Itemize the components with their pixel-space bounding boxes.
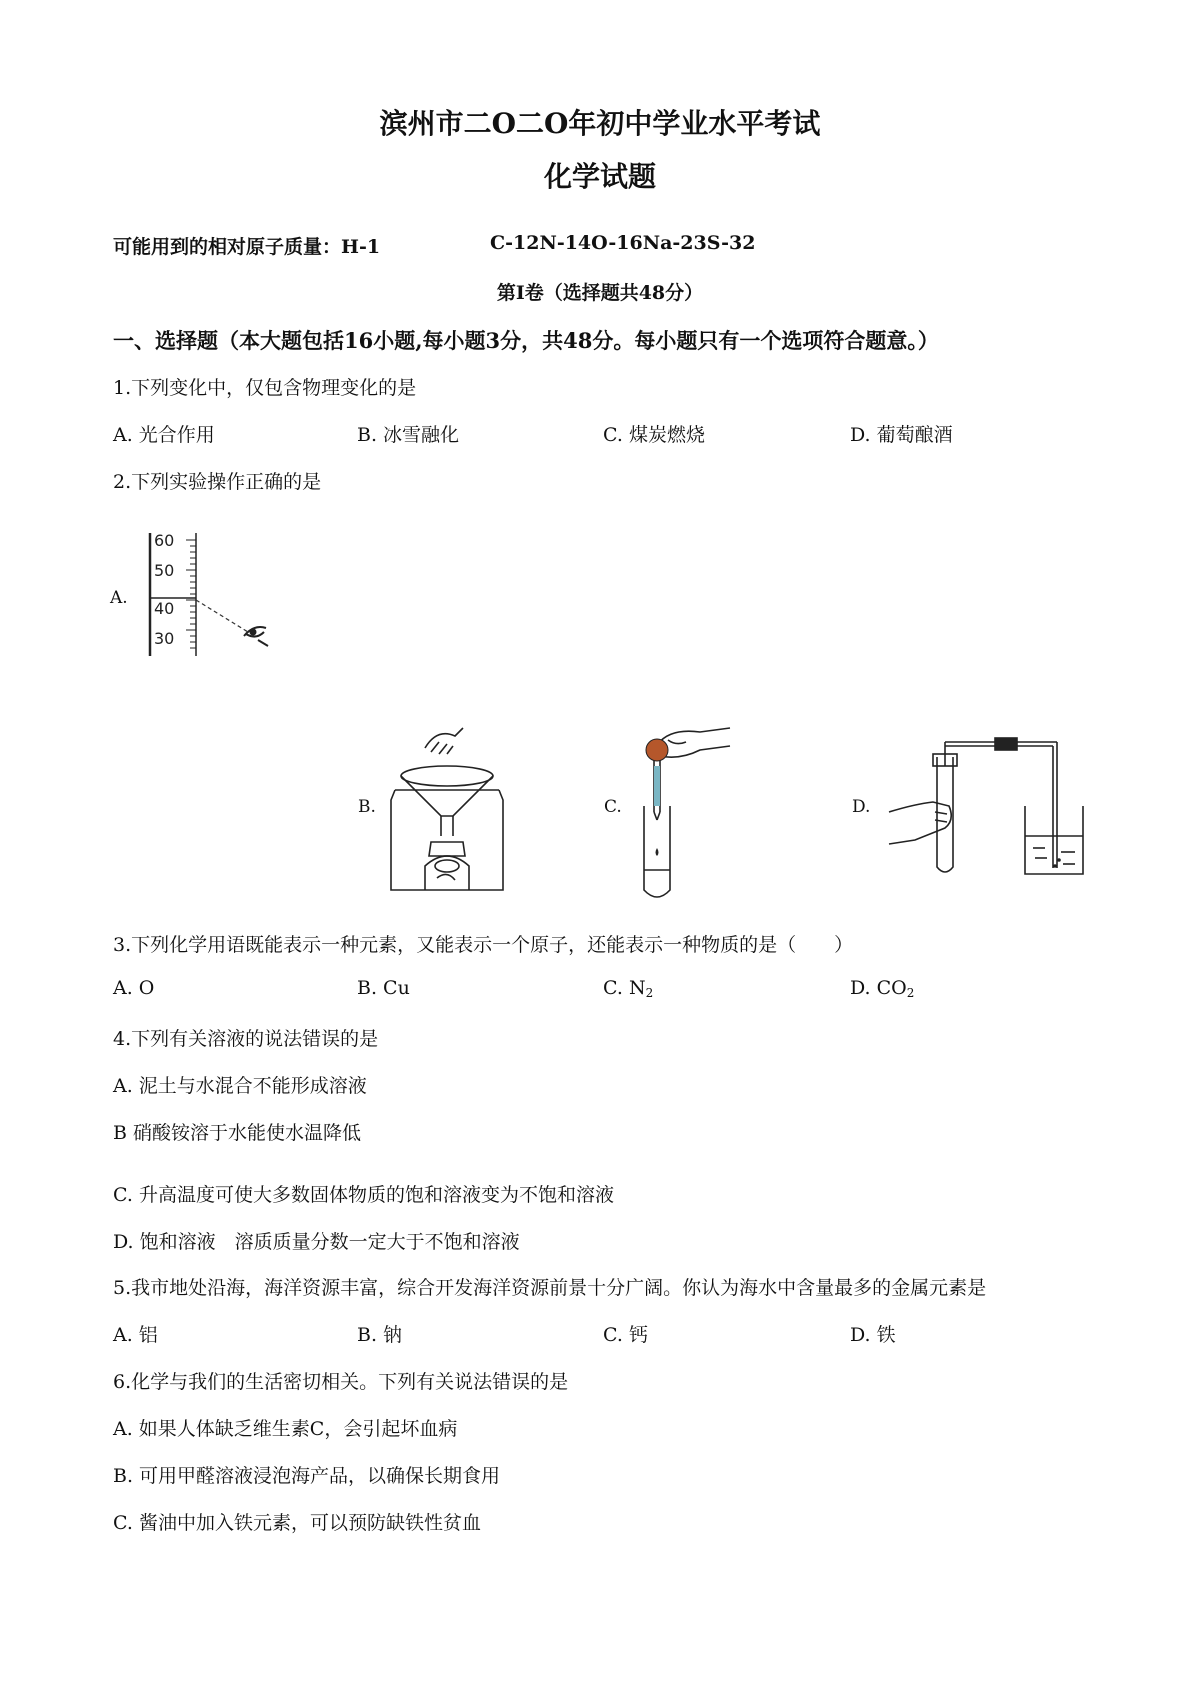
eye-icon (244, 627, 268, 646)
tick-40: 40 (154, 599, 175, 618)
q6-option-b: B. 可用甲醛溶液浸泡海产品，以确保长期食用 (113, 1465, 501, 1487)
exam-title: 滨州市二O二O年初中学业水平考试 (379, 107, 821, 140)
filtration-figure (385, 718, 510, 898)
q3-option-c: C. $N_2$ (603, 977, 654, 1000)
section-heading: 一、选择题（本大题包括16小题,每小题3分，共48分。每小题只有一个选项符合题意。） (113, 328, 939, 353)
q4-option-c: C. 升高温度可使大多数固体物质的饱和溶液变为不饱和溶液 (113, 1184, 614, 1206)
q4-option-b: B 硝酸铵溶于水能使水温降低 (113, 1122, 362, 1144)
q1-option-d: D. 葡萄酿酒 (850, 424, 953, 446)
q4-option-d: D. 饱和溶液 溶质质量分数一定大于不饱和溶液 (113, 1231, 520, 1253)
tick-60: 60 (154, 531, 175, 550)
atomic-mass-values: C-12N-14O-16Na-23S-32 (490, 232, 756, 254)
tick-30: 30 (154, 629, 175, 648)
hand-icon (658, 728, 730, 744)
q3-option-a: A. O (113, 977, 155, 999)
q5-option-b: B. 钠 (357, 1324, 403, 1346)
q3-stem: 3.下列化学用语既能表示一种元素，又能表示一个原子，还能表示一种物质的是（ ） (113, 934, 854, 956)
hand-icon (425, 728, 463, 748)
q6-option-a: A. 如果人体缺乏维生素C，会引起坏血病 (113, 1418, 458, 1440)
q6-option-c: C. 酱油中加入铁元素，可以预防缺铁性贫血 (113, 1512, 481, 1534)
q6-stem: 6.化学与我们的生活密切相关。下列有关说法错误的是 (113, 1371, 569, 1393)
q5-option-a: A. 铝 (113, 1324, 158, 1346)
q4-option-a: A. 泥土与水混合不能形成溶液 (113, 1075, 367, 1097)
airtightness-figure (885, 732, 1085, 882)
q2-label-c: C. (604, 797, 622, 817)
q3-option-d: D. $CO_2$ (850, 977, 915, 1000)
graduated-cylinder-figure (140, 528, 290, 663)
exam-subtitle: 化学试题 (543, 160, 656, 193)
q5-option-c: C. 钙 (603, 1324, 648, 1346)
q2-label-b: B. (358, 797, 376, 817)
q2-stem: 2.下列实验操作正确的是 (113, 471, 322, 493)
q2-label-a: A. (110, 588, 128, 608)
q5-option-d: D. 铁 (850, 1324, 896, 1346)
q2-label-d: D. (852, 797, 871, 817)
q4-stem: 4.下列有关溶液的说法错误的是 (113, 1028, 379, 1050)
q5-stem: 5.我市地处沿海，海洋资源丰富，综合开发海洋资源前景十分广阔。你认为海水中含量最多的金属元素是 (113, 1277, 987, 1299)
tick-50: 50 (154, 561, 175, 580)
q1-option-c: C. 煤炭燃烧 (603, 424, 705, 446)
q1-option-a: A. 光合作用 (113, 424, 215, 446)
volume-heading: 第I卷（选择题共48分） (496, 282, 704, 304)
hand-icon (889, 802, 951, 844)
dropper-figure (630, 720, 740, 905)
q1-stem: 1.下列变化中，仅包含物理变化的是 (113, 377, 417, 399)
atomic-mass-label: 可能用到的相对原子质量：H-1 (113, 236, 381, 258)
q1-option-b: B. 冰雪融化 (357, 424, 460, 446)
q3-option-b: B. Cu (357, 977, 410, 999)
